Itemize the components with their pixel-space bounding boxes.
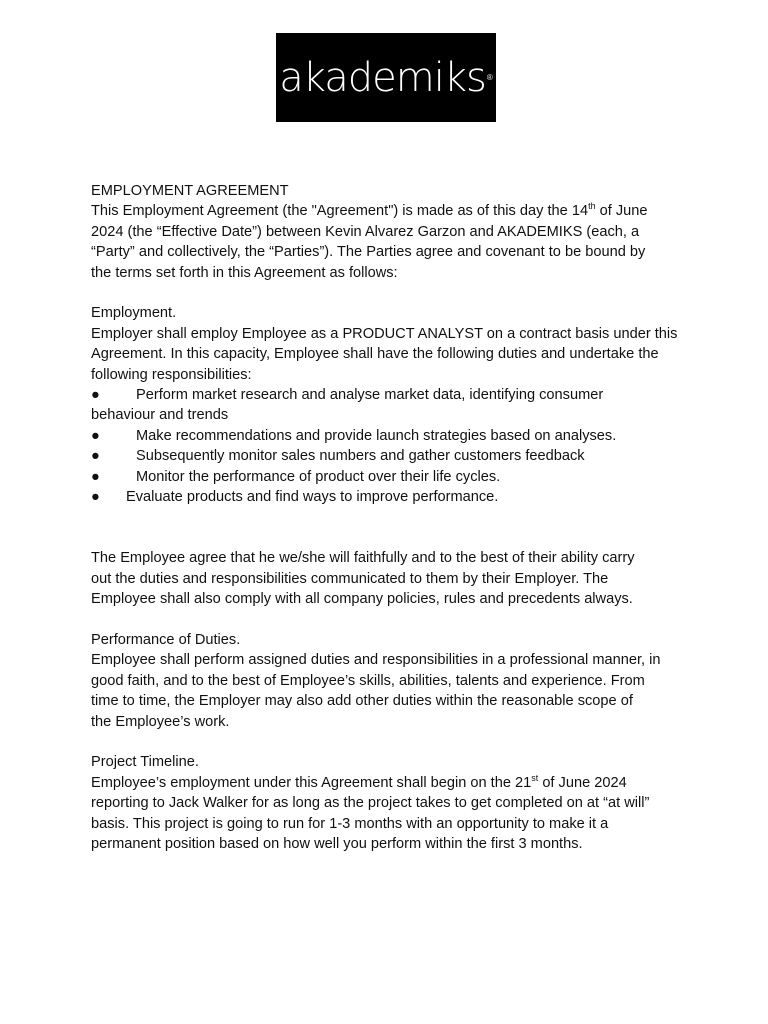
section-title-performance: Performance of Duties. (91, 631, 241, 648)
duty-list-item (91, 385, 691, 405)
employment-line-2: Agreement. In this capacity, Employee shall have the following duties and undertake the (91, 346, 659, 363)
duty-text: Make recommendations and provide launch strategies based on analyses. (136, 427, 617, 444)
intro-line-1-text: This Employment Agreement (the "Agreement") is made as of this day the 14 (91, 203, 589, 220)
duty-text: Evaluate products and find ways to improve performance. (126, 489, 499, 506)
timeline-line-1 (91, 773, 691, 793)
performance-line-4: the Employee’s work. (91, 713, 230, 730)
bullet-icon: ● (91, 427, 100, 444)
section-title-employment: Employment. (91, 305, 177, 322)
performance-line-1: Employee shall perform assigned duties and responsibilities in a professional manner, in (91, 652, 661, 669)
intro-line-1 (91, 201, 691, 221)
duty-list-item (91, 426, 691, 446)
intro-paragraph (91, 201, 691, 283)
performance-line-3: time to time, the Employer may also add other duties within the reasonable scope of (91, 693, 633, 710)
intro-line-2: 2024 (the “Effective Date”) between Kevin Alvarez Garzon and AKADEMIKS (each, a (91, 223, 640, 240)
commitment-line-3: Employee shall also comply with all company policies, rules and precedents always. (91, 591, 633, 608)
document-heading: EMPLOYMENT AGREEMENT (91, 183, 289, 199)
timeline-line-3: basis. This project is going to run for 1-3 months with an opportunity to make it a (91, 815, 609, 832)
commitment-line-2: out the duties and responsibilities communicated to them by their Employer. The (91, 570, 609, 587)
duty-list-item (91, 467, 691, 487)
employment-line-3: following responsibilities: (91, 366, 252, 383)
duty-list-item-continuation: behaviour and trends (91, 407, 229, 424)
logo-registered-mark: ® (486, 73, 493, 82)
employment-line-1: Employer shall employ Employee as a PRODUCT ANALYST on a contract basis under this (91, 325, 678, 342)
bullet-icon: ● (91, 468, 100, 485)
timeline-line-4: permanent position based on how well you perform within the first 3 months. (91, 835, 583, 852)
timeline-line-2: reporting to Jack Walker for as long as the project takes to get completed on at “at will” (91, 795, 650, 812)
intro-line-3: “Party” and collectively, the “Parties”). The Parties agree and covenant to be bound by (91, 244, 646, 261)
performance-line-2: good faith, and to the best of Employee’s skills, abilities, talents and experience. From (91, 672, 645, 689)
timeline-section (91, 752, 691, 854)
intro-line-4: the terms set forth in this Agreement as follows: (91, 264, 398, 281)
duty-list-item (91, 446, 691, 466)
bullet-icon: ● (91, 387, 100, 404)
duty-list-item (91, 487, 691, 507)
commitment-paragraph (91, 548, 691, 609)
ordinal-suffix: st (531, 772, 539, 783)
bullet-icon: ● (91, 448, 100, 465)
logo-wordmark: akademiks (279, 54, 486, 101)
duty-text: Subsequently monitor sales numbers and gather customers feedback (136, 448, 585, 465)
commitment-line-1: The Employee agree that he we/she will faithfully and to the best of their ability carry (91, 550, 635, 567)
section-title-timeline: Project Timeline. (91, 754, 199, 771)
bullet-icon: ● (91, 489, 100, 506)
duty-text: Perform market research and analyse market data, identifying consumer (136, 387, 604, 404)
ordinal-suffix: th (588, 201, 596, 212)
timeline-line-1-text: Employee’s employment under this Agreement shall begin on the 21 (91, 774, 532, 791)
akademiks-logo (276, 33, 496, 122)
duty-text: Monitor the performance of product over their life cycles. (136, 468, 501, 485)
intro-line-1-end: of June (595, 203, 648, 220)
agreement-body (91, 181, 691, 854)
employment-section (91, 303, 691, 507)
timeline-line-1-end: of June 2024 (538, 774, 627, 791)
performance-section (91, 630, 691, 732)
